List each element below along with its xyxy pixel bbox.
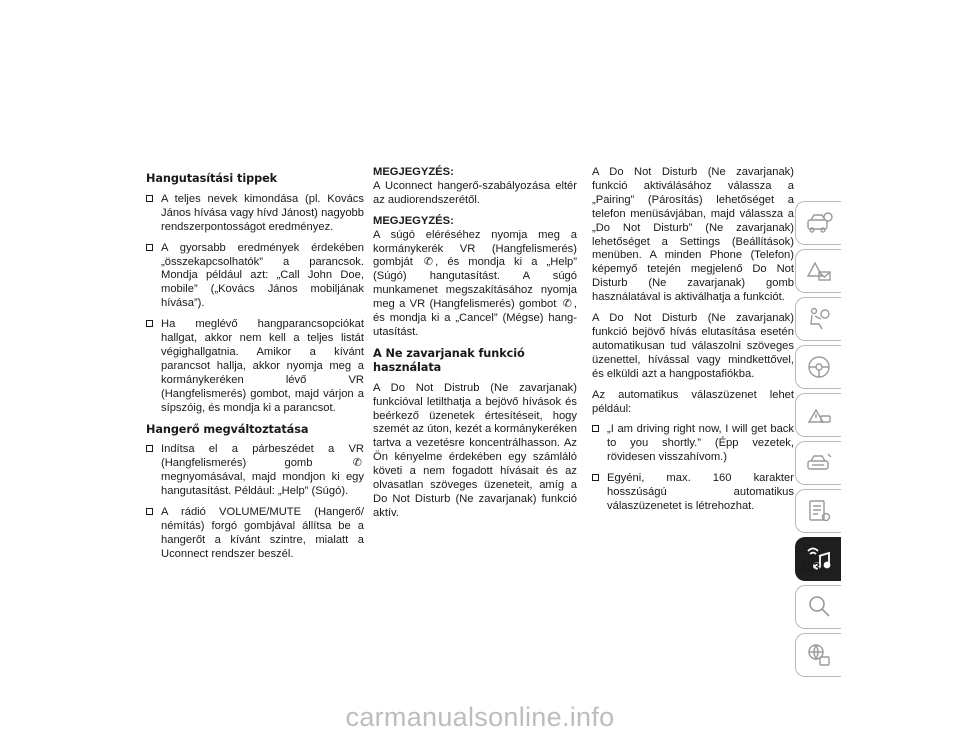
- search-icon: [804, 592, 834, 622]
- chapter-tabs: [795, 201, 841, 681]
- car-info-icon: [804, 208, 834, 238]
- airbag-seat-icon: [804, 304, 834, 334]
- bullet-box-icon: [592, 474, 599, 481]
- maintenance-list-icon: [804, 496, 834, 526]
- note-label: MEGJEGYZÉS:: [373, 166, 454, 178]
- tab-safety[interactable]: [795, 297, 841, 341]
- tab-warnings[interactable]: [795, 249, 841, 293]
- tab-service[interactable]: [795, 441, 841, 485]
- car-service-icon: [804, 448, 834, 478]
- voice-command-icon: ✆: [423, 256, 434, 269]
- crash-warning-icon: [804, 400, 834, 430]
- bullet-box-icon: [146, 244, 153, 251]
- bullet-box-icon: [146, 320, 153, 327]
- voice-command-icon: ✆: [562, 298, 572, 311]
- watermark: carmanualsonline.info: [345, 702, 615, 732]
- tab-emergency[interactable]: [795, 393, 841, 437]
- right-column: [592, 166, 794, 521]
- body-paragraph: A Do Not Disturb (Ne zavarjanak) funkció bejövő hívás elutasítása esetén automatikusan tud válaszolni szöveges üzenettel, hívással vagy mindkettővel, és elküldi azt a hangpostafiókba.: [592, 312, 794, 380]
- list-item: Ha meglévő hangparancsopciókat hallgat, akkor nem kell a teljes listát végighallgatnia. Amikor a kívánt parancsot hallja, akkor nyomja meg a kormánykeréken lévő VR (Hangfelismerés) gombot, majd várjon a sípszóig, és mondja ki a parancsot.: [146, 318, 364, 415]
- do-not-disturb-heading: A Ne zavarjanak funkció használata: [373, 346, 525, 374]
- note-text: A Uconnect hangerő-szabályozása eltér az audiorendszerétől.: [373, 179, 577, 206]
- list-item: A gyorsabb eredmények érdekében „összekapcsolhatók” a parancsok. Mondja például azt: „Call John Doe, mobile” („Kovács János mobiljának hívása”).: [146, 242, 364, 312]
- page-number: 333: [799, 560, 820, 574]
- tab-language[interactable]: [795, 633, 841, 677]
- tab-driving[interactable]: [795, 345, 841, 389]
- bullet-box-icon: [146, 195, 153, 202]
- tab-index[interactable]: [795, 585, 841, 629]
- list-item: A rádió VOLUME/MUTE (Hangerő/ némítás) forgó gombjával állítsa be a hangerőt a kívánt szintre, mialatt a Uconnect rendszer beszél.: [146, 506, 364, 562]
- body-paragraph: Az automatikus válaszüzenet lehet például:: [592, 388, 794, 415]
- tab-multimedia[interactable]: [795, 537, 841, 581]
- bullet-box-icon: [146, 445, 153, 452]
- language-icon: [804, 640, 834, 670]
- tips-heading: Hangutasítási tippek: [146, 172, 278, 185]
- note-label: MEGJEGYZÉS:: [373, 214, 454, 227]
- list-item: Egyéni, max. 160 karakter hosszúságú automatikus válaszüzenetet is létrehozhat.: [592, 472, 794, 514]
- volume-heading: Hangerő megváltoztatása: [146, 422, 309, 436]
- note-text: A súgó eléréséhez nyomja meg a kormánykerék VR (Hangfelismerés) gombját ✆ , és mondja ki a „Help” (Súgó) hangutasítást. A súgó munkamenet megszakításához nyomja meg a VR (Hangfelismerés) gombot ✆ , és mondja ki a „Cancel” (Mégse) hangutasítást.: [373, 228, 578, 338]
- body-paragraph: A Do Not Disturb (Ne zavarjanak) funkció aktiválásához válassza a „Pairing” (Párosítás) lehetőséget a telefon menüsávjában, majd válassza a „Do Not Disturb” (Ne zavarjanak) lehetőséget a Settings (Beállítások) menüben. A minden Phone (Telefon) képemyő tetején megjelenő Do Not Disturb (Ne zavarjanak) gomb használatával is aktiválhatja a funkciót.: [592, 166, 794, 304]
- list-item: „I am driving right now, I will get back to you shortly.” (Épp vezetek, rövidesen visszahívom.): [592, 423, 794, 465]
- tab-maintenance[interactable]: [795, 489, 841, 533]
- volume-list: [146, 443, 364, 561]
- bullet-box-icon: [592, 425, 599, 432]
- bullet-box-icon: [146, 508, 153, 515]
- voice-command-icon: ✆: [352, 457, 362, 470]
- steering-wheel-icon: [804, 352, 834, 382]
- example-list: [592, 423, 794, 513]
- middle-column: [373, 166, 577, 528]
- tab-car-info[interactable]: [795, 201, 841, 245]
- left-column: [146, 166, 364, 569]
- tips-list: [146, 193, 364, 416]
- warning-mail-icon: [804, 256, 834, 286]
- list-item: A teljes nevek kimondása (pl. Kovács János hívása vagy hívd Jánost) nagyobb rendszerpontosságot eredményez.: [146, 193, 364, 235]
- body-paragraph: A Do Not Distrub (Ne zavarjanak) funkcióval letilthatja a bejövő hívások és beérkező üzenetek értesítéseit, hogy szemét az úton, kezét a kormánykeréken tartva a vezetésre koncentrálhasson. Az Ön kényelme érdekében egy számláló követi a nem fogadott hívásait és az olvasatlan szöveges üzeneteit, amíg a Do Not Disturb (Ne zavarjanak) funkció aktív.: [373, 381, 577, 519]
- list-item: Indítsa el a párbeszédet a VR (Hangfelismerés) gomb ✆ megnyomásával, majd mondjon ki egy hangutasítást. Például: „Help” (Súgó).: [146, 443, 364, 499]
